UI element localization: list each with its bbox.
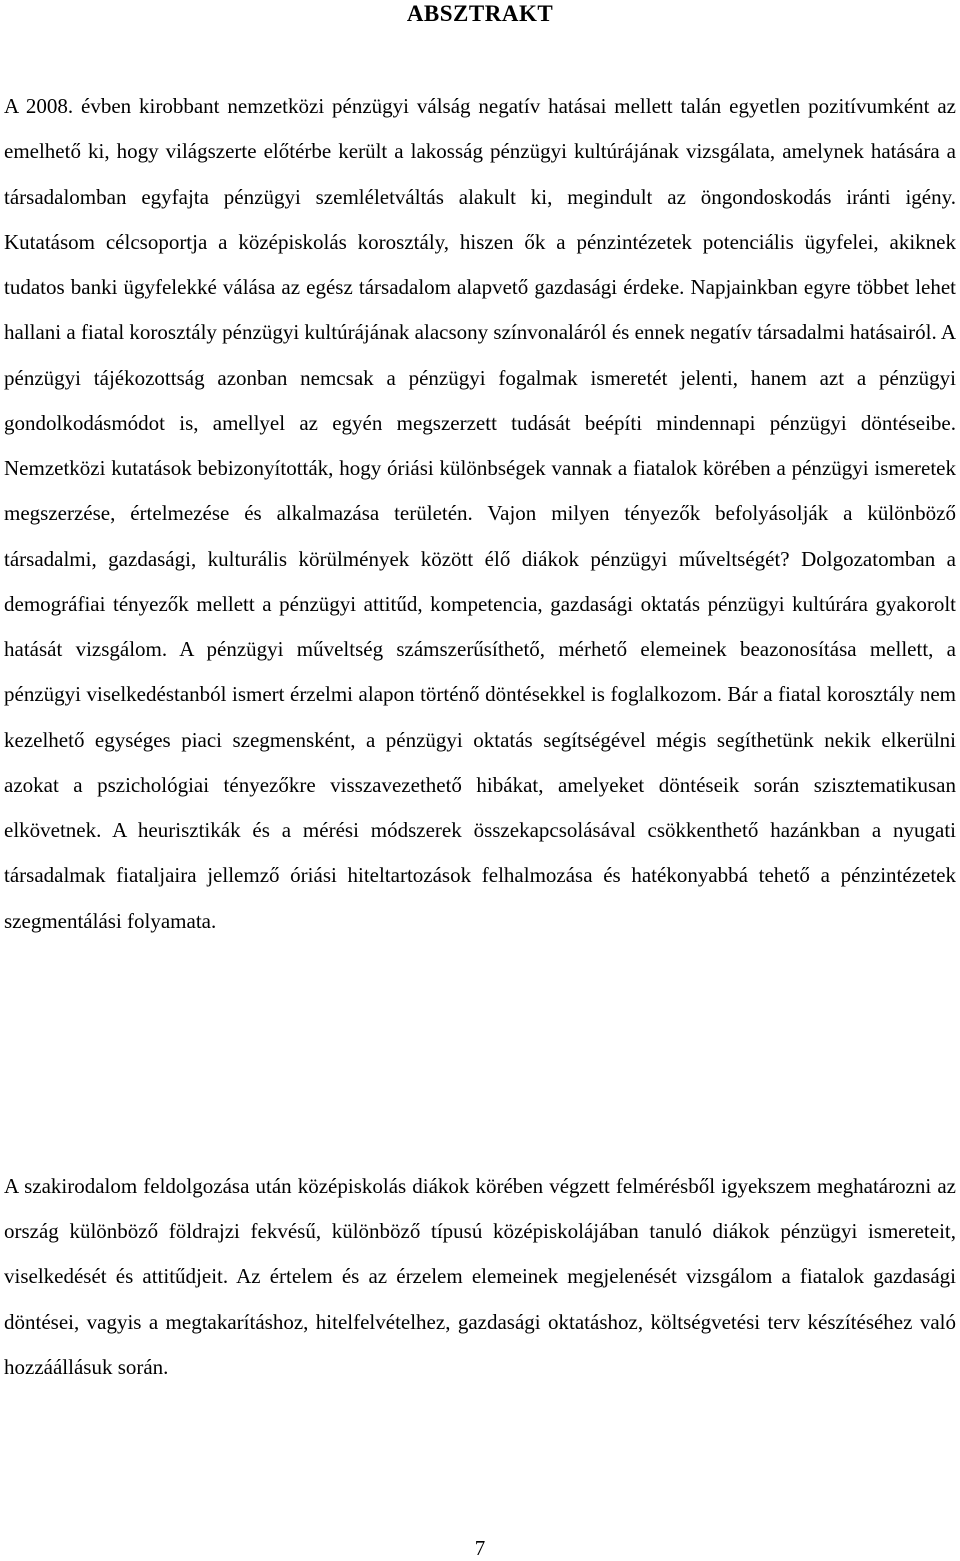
document-title: ABSZTRAKT — [406, 1, 554, 26]
abstract-paragraph-2: A szakirodalom feldolgozása után középiskolás diákok körében végzett felmérésből igyekszem meghatározni az ország különböző földrajzi fekvésű, különböző típusú középiskolájában tanuló diákok pénzügyi ismereteit, viselkedését és attitűdjeit. Az értelem és az érzelem elemeinek megjelenését vizsgálom a fiatalok gazdasági döntései, vagyis a megtakarításhoz, hitelfelvételhez, gazdasági oktatáshoz, költségvetési terv készítéséhez való hozzáállásuk során. — [4, 1174, 956, 1379]
page-number: 7 — [474, 1536, 486, 1560]
abstract-paragraph-1: A 2008. évben kirobbant nemzetközi pénzügyi válság negatív hatásai mellett talán egyetlen pozitívumként az emelhető ki, hogy világszerte előtérbe került a lakosság pénzügyi kultúrájának vizsgálata, amelynek hatására a társadalomban egyfajta pénzügyi szemléletváltás alakult ki, megindult az öngondoskodás iránti igény. Kutatásom célcsoportja a középiskolás korosztály, hiszen ők a pénzintézetek potenciális ügyfelei, akiknek tudatos banki ügyfelekké válása az egész társadalom alapvető gazdasági érdeke. Napjainkban egyre többet lehet hallani a fiatal korosztály pénzügyi kultúrájának alacsony színvonaláról és ennek negatív társadalmi hatásairól. A pénzügyi tájékozottság azonban nemcsak a pénzügyi fogalmak ismeretét jelenti, hanem azt a pénzügyi gondolkodásmódot is, amellyel az egyén megszerzett tudását beépíti mindennapi pénzügyi döntéseibe. Nemzetközi kutatások bebizonyították, hogy óriási különbségek vannak a fiatalok körében a pénzügyi ismeretek megszerzése, értelmezése és alkalmazása területén. Vajon milyen tényezők befolyásolják a különböző társadalmi, gazdasági, kulturális körülmények között élő diákok pénzügyi műveltségét? Dolgozatomban a demográfiai tényezők mellett a pénzügyi attitűd, kompetencia, gazdasági oktatás pénzügyi kultúrára gyakorolt hatását vizsgálom. A pénzügyi műveltség számszerűsíthető, mérhető elemeinek beazonosítása mellett, a pénzügyi viselkedéstanból ismert érzelmi alapon történő döntésekkel is foglalkozom. Bár a fiatal korosztály nem kezelhető egységes piaci szegmensként, a pénzügyi oktatás segítségével mégis segíthetünk nekik elkerülni azokat a pszichológiai tényezőkre visszavezethető hibákat, amelyeket döntéseik során szisztematikusan elkövetnek. A heurisztikák és a mérési módszerek összekapcsolásával csökkenthető hazánkban a nyugati társadalmak fiataljaira jellemző óriási hiteltartozások felhalmozása és hatékonyabbá tehető a pénzintézetek szegmentálási folyamata. — [4, 94, 956, 933]
